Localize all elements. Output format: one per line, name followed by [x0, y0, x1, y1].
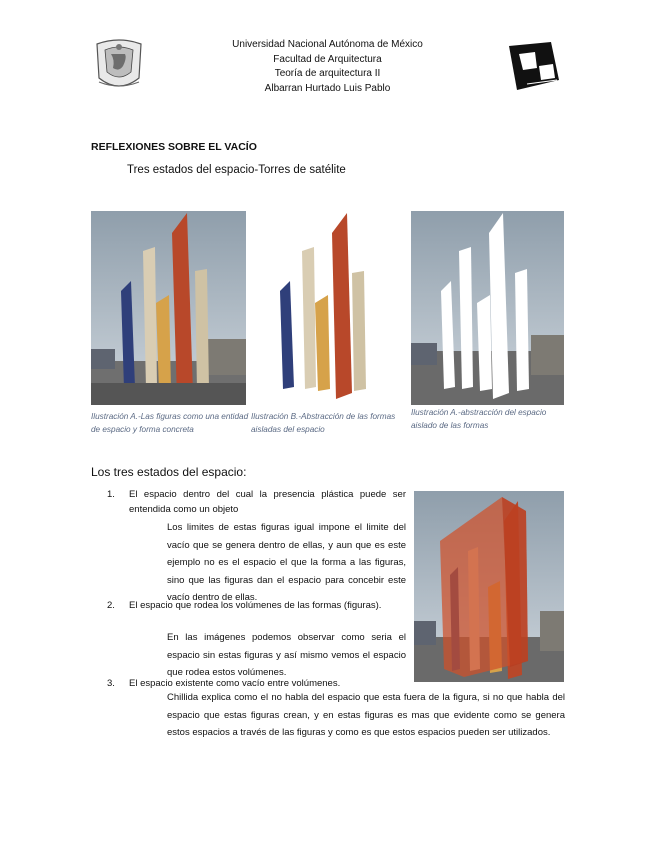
figure-d-void-volume-photo	[414, 491, 564, 682]
header-university: Universidad Nacional Autónoma de México	[232, 39, 423, 50]
state-item-2	[107, 598, 406, 613]
state-item-3-body: Chillida explica como el no habla del espacio que esta fuera de la figura, si no que habla del espacio que estas figuras crean, y en estas figuras es mas que evidente como se genera estos espacios a través de las figuras y como es que estos espacios pueden ser utilizados.	[167, 692, 565, 738]
header-author: Albarran Hurtado Luis Pablo	[264, 82, 391, 94]
state-item-2-title: El espacio que rodea los volúmenes de las formas (figuras).	[129, 600, 382, 611]
state-item-3-title: El espacio existente como vacío entre volúmenes.	[129, 678, 341, 689]
state-item-2-body: En las imágenes podemos observar como seria el espacio sin estas figuras y así mismo vemos el espacio que rodea estos volúmenes.	[167, 632, 406, 678]
figure-a-caption: Ilustración A.-Las figuras como una entidad de espacio y forma concreta	[91, 412, 249, 434]
figure-c-caption: Ilustración A.-abstracción del espacio aislado de las formas	[411, 408, 547, 430]
page-title: REFLEXIONES SOBRE EL VACÍO	[91, 141, 257, 153]
state-item-1-number: 1.	[107, 489, 115, 500]
state-item-1	[107, 487, 406, 517]
facultad-arquitectura-logo	[505, 40, 563, 96]
figure-a-towers-photo	[91, 211, 246, 405]
state-item-2-number: 2.	[107, 600, 115, 611]
state-item-1-body: Los limites de estas figuras igual impone el limite del vacío que se genera dentro de ellas, y aun que es este ejemplo no es el espacio el que la forma a las figuras, sino que las figuras dan el espacio para concebir este vacío dentro de ellas.	[167, 522, 406, 603]
header-course: Teoría de arquitectura II	[274, 68, 381, 79]
state-item-1-title: El espacio dentro del cual la presencia plástica puede ser entendida como un objeto	[129, 489, 406, 515]
page-subtitle: Tres estados del espacio-Torres de satélite	[127, 164, 346, 176]
figure-c-space-abstraction	[411, 211, 564, 405]
header-faculty: Facultad de Arquitectura	[273, 53, 382, 65]
figure-b-caption: Ilustración B.-Abstracción de las formas aisladas del espacio	[251, 412, 396, 434]
states-heading: Los tres estados del espacio:	[91, 465, 247, 479]
state-item-3-number: 3.	[107, 678, 115, 689]
figure-b-forms-abstraction	[252, 211, 405, 405]
